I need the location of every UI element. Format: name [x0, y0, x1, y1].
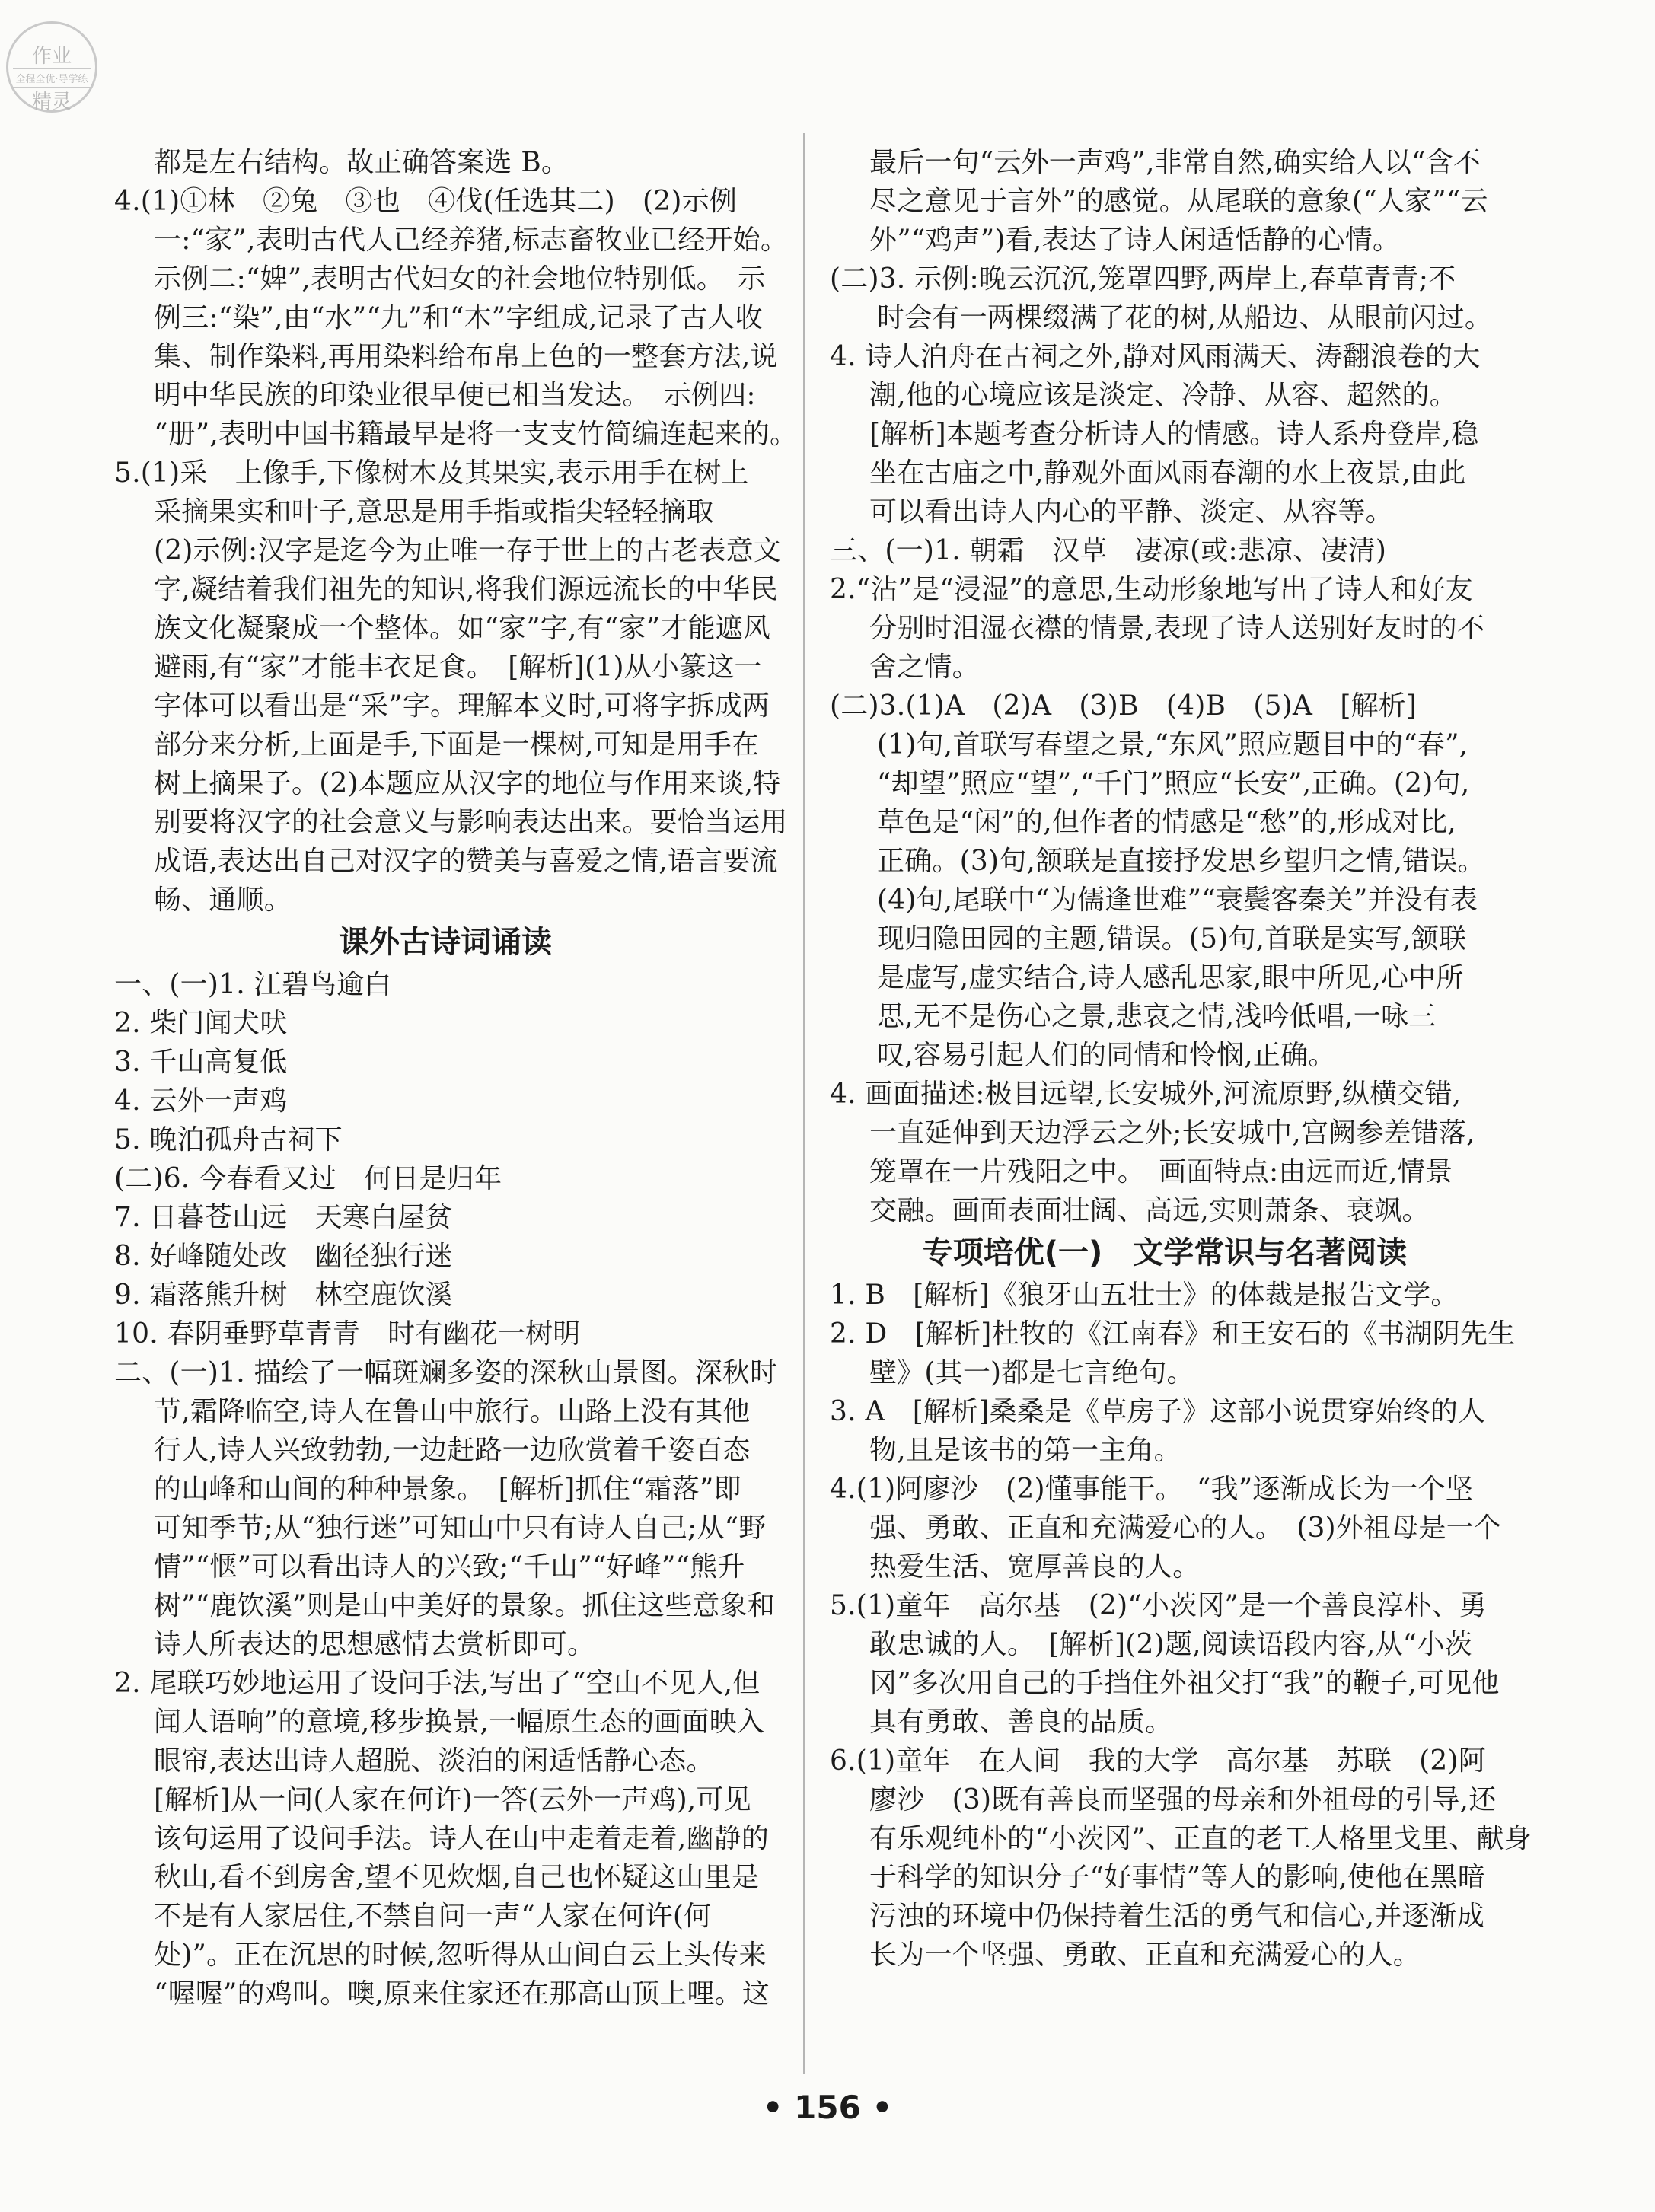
text-line: 思,无不是伤心之景,悲哀之情,浅吟低唱,一咏三: [877, 1001, 1437, 1032]
text-line: “册”,表明中国书籍最早是将一支支竹简编连起来的。: [154, 419, 798, 450]
text-line: 4.(1)阿廖沙 (2)懂事能干。 “我”逐渐成长为一个坚: [830, 1474, 1473, 1505]
homework-stamp-logo: [6, 21, 97, 113]
text-line: [解析]本题考查分析诗人的情感。诗人系舟登岸,稳: [869, 419, 1479, 450]
text-line: 3. A [解析]桑桑是《草房子》这部小说贯穿始终的人: [830, 1396, 1486, 1427]
text-line: 该句运用了设问手法。诗人在山中走着走着,幽静的: [154, 1823, 770, 1854]
text-line: 2. D [解析]杜牧的《江南春》和王安石的《书湖阴先生: [830, 1318, 1516, 1350]
text-line: 2. 尾联巧妙地运用了设问手法,写出了“空山不见人,但: [114, 1668, 761, 1699]
text-line: 4.(1)①林 ②兔 ③也 ④伐(任选其二) (2)示例: [114, 186, 738, 217]
text-line: 一:“家”,表明古代人已经养猪,标志畜牧业已经开始。: [154, 225, 789, 256]
text-line: 舍之情。: [869, 652, 980, 683]
text-line: 3. 千山高复低: [114, 1047, 288, 1078]
text-line: 笼罩在一片残阳之中。 画面特点:由远而近,情景: [869, 1156, 1453, 1187]
text-line: 廖沙 (3)既有善良而坚强的母亲和外祖母的引导,还: [869, 1784, 1497, 1815]
text-line: 敢忠诚的人。 [解析](2)题,阅读语段内容,从“小茨: [869, 1629, 1472, 1660]
text-line: 热爱生活、宽厚善良的人。: [869, 1551, 1201, 1583]
text-line: 的山峰和山间的种种景象。 [解析]抓住“霜落”即: [154, 1474, 741, 1505]
text-line: 部分来分析,上面是手,下面是一棵树,可知是用手在: [154, 729, 760, 760]
text-line: 交融。画面表面壮阔、高远,实则萧条、衰飒。: [869, 1195, 1430, 1226]
text-line: 字体可以看出是“采”字。理解本义时,可将字拆成两: [154, 690, 770, 722]
text-line: 4. 画面描述:极目远望,长安城外,河流原野,纵横交错,: [830, 1079, 1462, 1110]
text-line: 5.(1)采 上像手,下像树木及其果实,表示用手在树上: [114, 457, 749, 489]
text-line: 一直延伸到天边浮云之外;长安城中,宫阙参差错落,: [869, 1117, 1475, 1149]
text-line: 行人,诗人兴致勃勃,一边赶路一边欣赏着千姿百态: [154, 1435, 751, 1466]
page-number: • 156 •: [762, 2089, 893, 2126]
text-line: 都是左右结构。故正确答案选 B。: [154, 147, 569, 178]
text-line: 节,霜降临空,诗人在鲁山中旅行。山路上没有其他: [154, 1396, 751, 1427]
text-line: (1)句,首联写春望之景,“东风”照应题目中的“春”,: [877, 729, 1468, 760]
section-heading: 课外古诗词诵读: [339, 925, 552, 960]
text-line: 示例二:“婢”,表明古代妇女的社会地位特别低。 示: [154, 263, 766, 295]
text-line: 壁》(其一)都是七言绝句。: [869, 1357, 1194, 1388]
text-line: 集、制作染料,再用染料给布帛上色的一整套方法,说: [154, 341, 778, 372]
text-line: 草色是“闲”的,但作者的情感是“愁”的,形成对比,: [877, 807, 1456, 838]
text-line: (2)示例:汉字是迄今为止唯一存于世上的古老表意文: [154, 535, 782, 566]
text-line: 物,且是该书的第一主角。: [869, 1435, 1181, 1466]
text-line: 族文化凝聚成一个整体。如“家”字,有“家”才能遮风: [154, 613, 771, 644]
text-line: 4. 诗人泊舟在古祠之外,静对风雨满天、涛翻浪卷的大: [830, 341, 1481, 372]
stamp-bottom-text: 精灵: [31, 91, 72, 113]
text-line: 污浊的环境中仍保持着生活的勇气和信心,并逐渐成: [869, 1901, 1485, 1932]
text-line: 不是有人家居住,不禁自问一声“人家在何许(何: [154, 1901, 712, 1932]
stamp-middle-text: 全程全优·导学练: [13, 68, 91, 88]
text-line: 分别时泪湿衣襟的情景,表现了诗人送别好友时的不: [869, 613, 1485, 644]
text-line: 闻人语响”的意境,移步换景,一幅原生态的画面映入: [154, 1707, 765, 1738]
text-line: 时会有一两棵缀满了花的树,从船边、从眼前闪过。: [877, 302, 1493, 333]
text-line: 强、勇敢、正直和充满爱心的人。 (3)外祖母是一个: [869, 1512, 1501, 1544]
text-line: 是虚写,虚实结合,诗人感乱思家,眼中所见,心中所: [877, 962, 1464, 993]
text-line: 情”“惬”可以看出诗人的兴致;“千山”“好峰”“熊升: [154, 1551, 745, 1583]
text-line: 7. 日暮苍山远 天寒白屋贫: [114, 1202, 453, 1233]
text-line: 叹,容易引起人们的同情和怜悯,正确。: [877, 1040, 1336, 1071]
text-line: 三、(一)1. 朝霜 汉草 凄凉(或:悲凉、凄清): [830, 535, 1387, 566]
text-line: 8. 好峰随处改 幽径独行迷: [114, 1241, 453, 1272]
text-line: 外”“鸡声”)看,表达了诗人闲适恬静的心情。: [869, 225, 1401, 256]
text-line: 5.(1)童年 高尔基 (2)“小茨冈”是一个善良淳朴、勇: [830, 1590, 1487, 1621]
right-column: [830, 143, 1532, 1975]
text-line: 6.(1)童年 在人间 我的大学 高尔基 苏联 (2)阿: [830, 1745, 1486, 1777]
text-line: 2. 柴门闻犬吠: [114, 1008, 288, 1039]
text-line: 1. B [解析]《狼牙山五壮士》的体裁是报告文学。: [830, 1280, 1459, 1311]
stamp-top-text: 作业: [31, 45, 72, 68]
text-line: 于科学的知识分子“好事情”等人的影响,使他在黑暗: [869, 1862, 1486, 1893]
text-line: 例三:“染”,由“水”“九”和“木”字组成,记录了古人收: [154, 302, 763, 333]
text-line: 二、(一)1. 描绘了一幅斑斓多姿的深秋山景图。深秋时: [114, 1357, 778, 1388]
column-divider: [803, 133, 805, 2074]
text-line: 成语,表达出自己对汉字的赞美与喜爱之情,语言要流: [154, 846, 778, 877]
text-line: 诗人所表达的思想感情去赏析即可。: [154, 1629, 595, 1660]
text-line: 可以看出诗人内心的平静、淡定、从容等。: [869, 496, 1393, 528]
text-line: 可知季节;从“独行迷”可知山中只有诗人自己;从“野: [154, 1512, 767, 1544]
text-line: (二)3. 示例:晚云沉沉,笼罩四野,两岸上,春草青青;不: [830, 263, 1456, 295]
text-line: 有乐观纯朴的“小茨冈”、正直的老工人格里戈里、献身: [869, 1823, 1532, 1854]
text-line: 2.“沾”是“浸湿”的意思,生动形象地写出了诗人和好友: [830, 574, 1473, 605]
text-line: 5. 晚泊孤舟古祠下: [114, 1124, 343, 1155]
section-heading: 专项培优(一) 文学常识与名著阅读: [922, 1235, 1408, 1270]
text-line: 潮,他的心境应该是淡定、冷静、从容、超然的。: [869, 380, 1457, 411]
text-line: 眼帘,表达出诗人超脱、淡泊的闲适恬静心态。: [154, 1745, 714, 1777]
text-line: 冈”多次用自己的手挡住外祖父打“我”的鞭子,可见他: [869, 1668, 1500, 1699]
text-line: 长为一个坚强、勇敢、正直和充满爱心的人。: [869, 1939, 1421, 1971]
text-line: 畅、通顺。: [154, 884, 292, 916]
text-line: 采摘果实和叶子,意思是用手指或指尖轻轻摘取: [154, 496, 714, 528]
text-line: 树”“鹿饮溪”则是山中美好的景象。抓住这些意象和: [154, 1590, 776, 1621]
text-line: 坐在古庙之中,静观外面风雨春潮的水上夜景,由此: [869, 457, 1466, 489]
text-line: “喔喔”的鸡叫。噢,原来住家还在那高山顶上哩。这: [154, 1978, 770, 2010]
text-line: 现归隐田园的主题,错误。(5)句,首联是实写,颔联: [877, 923, 1467, 955]
text-line: 明中华民族的印染业很早便已相当发达。 示例四:: [154, 380, 756, 411]
text-line: (4)句,尾联中“为儒逢世难”“衰鬓客秦关”并没有表: [877, 884, 1478, 916]
text-line: 别要将汉字的社会意义与影响表达出来。要恰当运用: [154, 807, 788, 838]
text-line: 处)”。正在沉思的时候,忽听得从山间白云上头传来: [154, 1939, 767, 1971]
text-line: [解析]从一问(人家在何许)一答(云外一声鸡),可见: [154, 1784, 751, 1815]
text-line: (二)3.(1)A (2)A (3)B (4)B (5)A [解析]: [830, 690, 1417, 722]
text-line: 避雨,有“家”才能丰衣足食。 [解析](1)从小篆这一: [154, 652, 762, 683]
text-line: 10. 春阴垂野草青青 时有幽花一树明: [114, 1318, 581, 1350]
text-line: 树上摘果子。(2)本题应从汉字的地位与作用来谈,特: [154, 768, 781, 799]
text-line: 9. 霜落熊升树 林空鹿饮溪: [114, 1280, 453, 1311]
text-line: 尽之意见于言外”的感觉。从尾联的意象(“人家”“云: [869, 186, 1488, 217]
left-column: [114, 143, 798, 2013]
text-line: 4. 云外一声鸡: [114, 1085, 288, 1117]
text-line: (二)6. 今春看又过 何日是归年: [114, 1163, 502, 1194]
text-line: 一、(一)1. 江碧鸟逾白: [114, 969, 392, 1000]
text-line: 字,凝结着我们祖先的知识,将我们源远流长的中华民: [154, 574, 778, 605]
text-line: 正确。(3)句,颔联是直接抒发思乡望归之情,错误。: [877, 846, 1485, 877]
text-line: 具有勇敢、善良的品质。: [869, 1707, 1173, 1738]
text-line: “却望”照应“望”,“千门”照应“长安”,正确。(2)句,: [877, 768, 1470, 799]
text-line: 最后一句“云外一声鸡”,非常自然,确实给人以“含不: [869, 147, 1481, 178]
text-line: 秋山,看不到房舍,望不见炊烟,自己也怀疑这山里是: [154, 1862, 760, 1893]
